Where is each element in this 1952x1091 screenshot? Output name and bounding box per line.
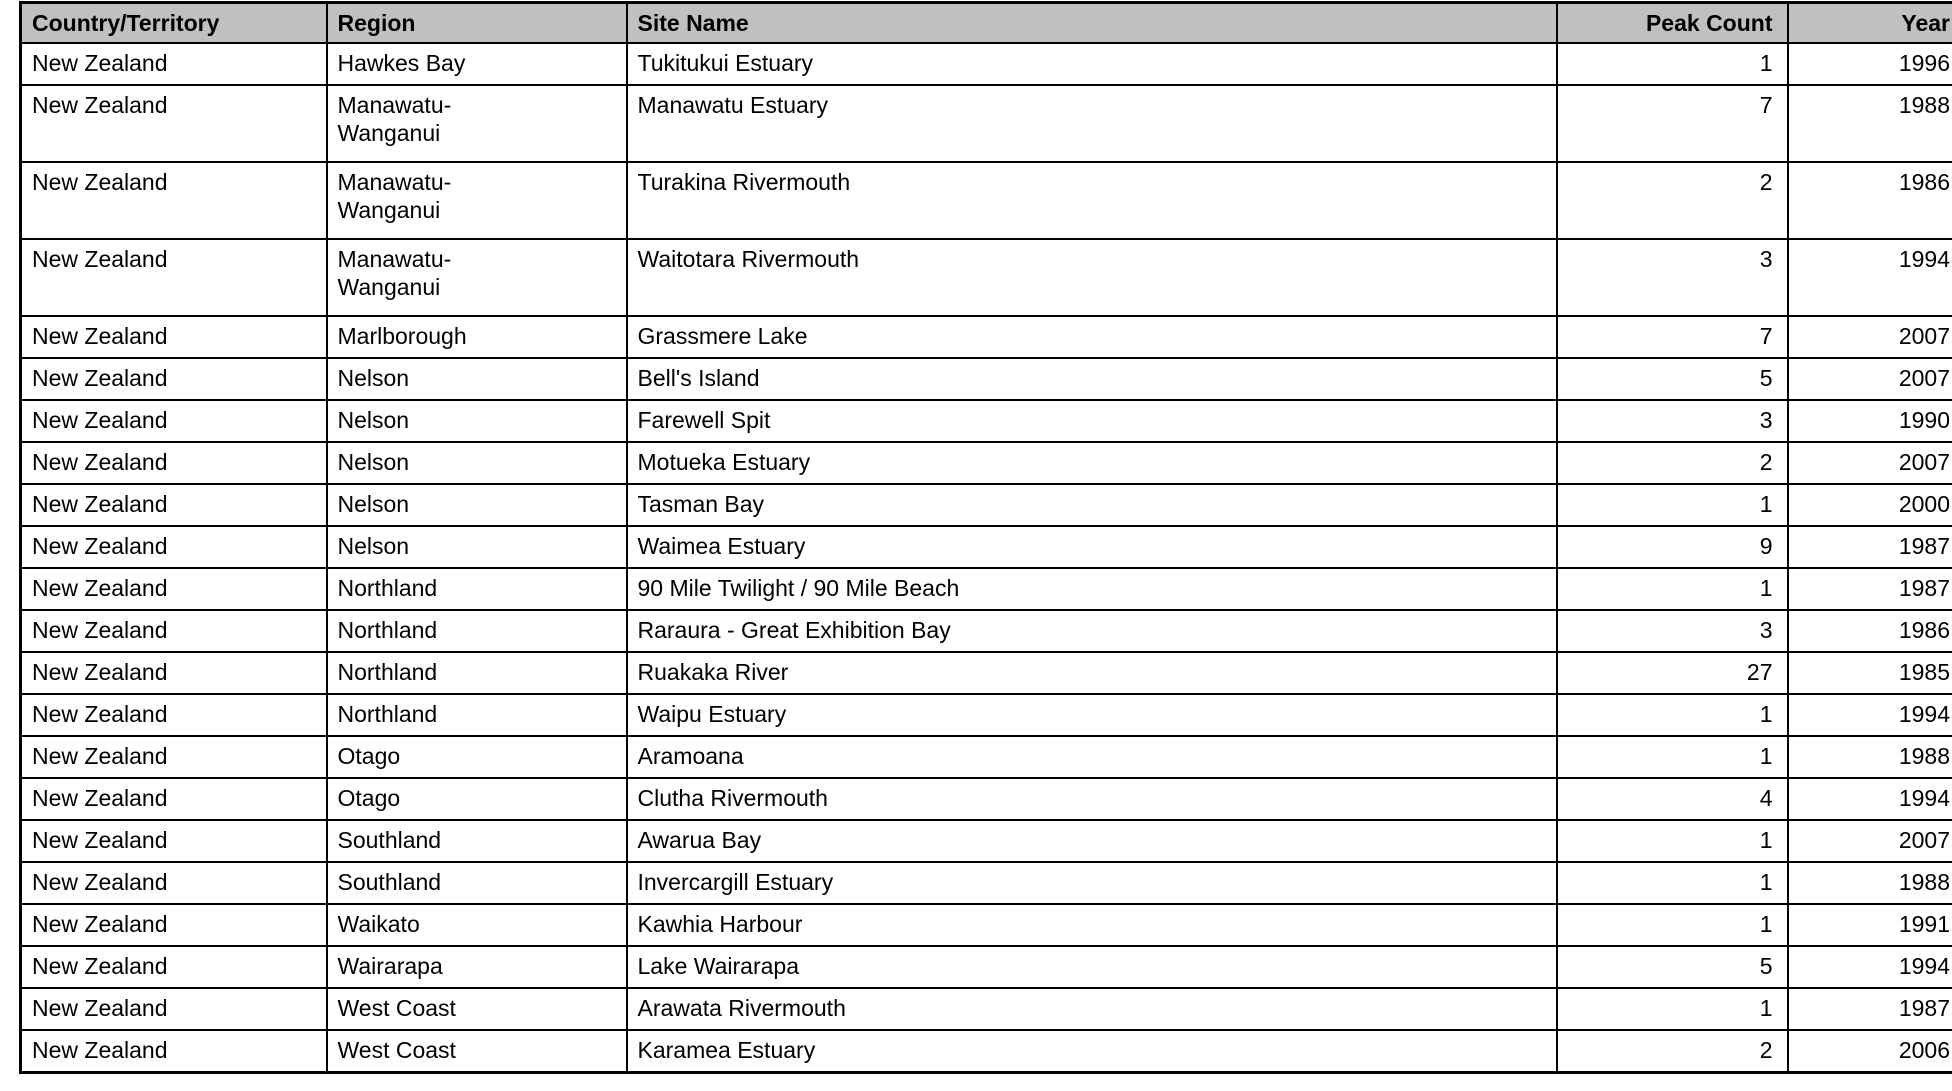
cell-site-name-text: Tasman Bay (637, 491, 765, 517)
cell-country-territory (21, 736, 327, 778)
cell-site-name-text: Awarua Bay (637, 827, 762, 853)
cell-year (1788, 946, 1952, 988)
cell-peak-count (1557, 484, 1788, 526)
cell-year-text: 1996 (1898, 50, 1950, 76)
cell-site-name (627, 652, 1557, 694)
cell-region-text: Nelson (337, 533, 410, 559)
cell-country-territory-text: New Zealand (32, 953, 168, 979)
cell-country-territory (21, 85, 327, 162)
cell-country-territory (21, 484, 327, 526)
col-header-peak-count: Peak Count (1557, 3, 1788, 44)
cell-country-territory-text: New Zealand (32, 995, 168, 1021)
table-header (21, 3, 1952, 44)
cell-peak-count-text: 1 (1759, 827, 1773, 853)
cell-country-territory-text: New Zealand (32, 323, 168, 349)
cell-site-name (627, 358, 1557, 400)
cell-region (327, 862, 627, 904)
cell-year (1788, 484, 1952, 526)
cell-site-name (627, 1030, 1557, 1072)
cell-peak-count-text: 9 (1759, 533, 1773, 559)
cell-site-name (627, 484, 1557, 526)
cell-peak-count-text: 2 (1759, 1037, 1773, 1063)
cell-region-text: Nelson (337, 449, 410, 475)
cell-region (327, 239, 627, 316)
cell-site-name-text: Lake Wairarapa (637, 953, 800, 979)
cell-country-territory (21, 442, 327, 484)
header-row (21, 3, 1952, 44)
cell-peak-count-text: 1 (1759, 575, 1773, 601)
table-row (21, 162, 1952, 239)
cell-site-name-text: Raraura - Great Exhibition Bay (637, 617, 951, 643)
cell-site-name-text: Ruakaka River (637, 659, 789, 685)
cell-peak-count (1557, 736, 1788, 778)
cell-region-text: Southland (337, 827, 442, 853)
cell-region (327, 610, 627, 652)
cell-year (1788, 85, 1952, 162)
cell-country-territory-text: New Zealand (32, 701, 168, 727)
cell-year-text: 2007 (1898, 449, 1950, 475)
cell-site-name (627, 820, 1557, 862)
cell-year (1788, 358, 1952, 400)
cell-site-name (627, 43, 1557, 85)
cell-site-name (627, 862, 1557, 904)
cell-country-territory (21, 988, 327, 1030)
cell-region (327, 694, 627, 736)
cell-year-text: 1987 (1898, 575, 1950, 601)
cell-country-territory (21, 239, 327, 316)
cell-site-name-text: Motueka Estuary (637, 449, 811, 475)
cell-year (1788, 736, 1952, 778)
cell-site-name (627, 442, 1557, 484)
cell-year-text: 1987 (1898, 995, 1950, 1021)
cell-peak-count (1557, 43, 1788, 85)
cell-region (327, 484, 627, 526)
cell-region (327, 316, 627, 358)
cell-site-name (627, 946, 1557, 988)
cell-peak-count (1557, 239, 1788, 316)
cell-site-name (627, 526, 1557, 568)
table-row (21, 988, 1952, 1030)
cell-year (1788, 862, 1952, 904)
cell-country-territory-text: New Zealand (32, 407, 168, 433)
cell-site-name-text: Grassmere Lake (637, 323, 808, 349)
cell-country-territory (21, 652, 327, 694)
cell-year-text: 1987 (1898, 533, 1950, 559)
cell-country-territory (21, 820, 327, 862)
table-body (21, 43, 1952, 1072)
cell-site-name-text: Manawatu Estuary (637, 92, 828, 118)
cell-peak-count (1557, 358, 1788, 400)
cell-year (1788, 904, 1952, 946)
cell-year (1788, 820, 1952, 862)
cell-peak-count (1557, 862, 1788, 904)
cell-country-territory-text: New Zealand (32, 533, 168, 559)
col-header-site-name: Site Name (627, 3, 1557, 44)
cell-country-territory (21, 1030, 327, 1072)
cell-year (1788, 526, 1952, 568)
cell-site-name-text: Waipu Estuary (637, 701, 787, 727)
table-row (21, 1030, 1952, 1072)
table-row (21, 652, 1952, 694)
shorebird-sites-table (19, 1, 1952, 1074)
table-row (21, 358, 1952, 400)
cell-peak-count-text: 4 (1759, 785, 1773, 811)
cell-region (327, 400, 627, 442)
cell-country-territory-text: New Zealand (32, 869, 168, 895)
cell-peak-count-text: 1 (1759, 869, 1773, 895)
cell-country-territory-text: New Zealand (32, 911, 168, 937)
cell-year (1788, 316, 1952, 358)
cell-site-name (627, 904, 1557, 946)
table-row (21, 904, 1952, 946)
cell-region-text: Northland (337, 659, 438, 685)
cell-country-territory-text: New Zealand (32, 365, 168, 391)
cell-country-territory-text: New Zealand (32, 246, 168, 272)
cell-country-territory (21, 904, 327, 946)
cell-country-territory (21, 610, 327, 652)
cell-country-territory (21, 526, 327, 568)
table-row (21, 862, 1952, 904)
cell-region (327, 736, 627, 778)
cell-peak-count (1557, 988, 1788, 1030)
cell-site-name (627, 239, 1557, 316)
cell-country-territory (21, 946, 327, 988)
cell-region (327, 946, 627, 988)
cell-peak-count-text: 1 (1759, 50, 1773, 76)
col-header-year: Year (1788, 3, 1952, 44)
cell-peak-count-text: 2 (1759, 449, 1773, 475)
cell-country-territory (21, 316, 327, 358)
cell-peak-count-text: 3 (1759, 617, 1773, 643)
cell-region-text: Hawkes Bay (337, 50, 466, 76)
cell-year (1788, 400, 1952, 442)
table-row (21, 526, 1952, 568)
table-row (21, 694, 1952, 736)
cell-year-text: 1988 (1898, 743, 1950, 769)
cell-site-name-text: Waimea Estuary (637, 533, 806, 559)
cell-peak-count (1557, 652, 1788, 694)
cell-year-text: 1994 (1898, 701, 1950, 727)
cell-peak-count-text: 1 (1759, 995, 1773, 1021)
cell-site-name (627, 988, 1557, 1030)
cell-country-territory-text: New Zealand (32, 785, 168, 811)
cell-peak-count-text: 1 (1759, 491, 1773, 517)
cell-peak-count-text: 2 (1759, 169, 1773, 195)
table-row (21, 568, 1952, 610)
col-header-country-territory: Country/Territory (21, 3, 327, 44)
cell-peak-count-text: 5 (1759, 365, 1773, 391)
cell-peak-count (1557, 400, 1788, 442)
cell-region-text: Manawatu-Wanganui (337, 92, 452, 146)
cell-region-text: Northland (337, 701, 438, 727)
cell-year (1788, 568, 1952, 610)
cell-site-name (627, 316, 1557, 358)
cell-year (1788, 1030, 1952, 1072)
cell-site-name (627, 85, 1557, 162)
cell-site-name-text: Invercargill Estuary (637, 869, 834, 895)
cell-country-territory (21, 162, 327, 239)
cell-site-name-text: Bell's Island (637, 365, 760, 391)
cell-region (327, 820, 627, 862)
cell-country-territory-text: New Zealand (32, 659, 168, 685)
cell-year-text: 1986 (1898, 617, 1950, 643)
cell-site-name-text: Aramoana (637, 743, 744, 769)
cell-country-territory-text: New Zealand (32, 92, 168, 118)
cell-region (327, 358, 627, 400)
cell-country-territory (21, 778, 327, 820)
table-row (21, 778, 1952, 820)
cell-peak-count-text: 27 (1746, 659, 1773, 685)
table-row (21, 400, 1952, 442)
cell-site-name-text: Tukitukui Estuary (637, 50, 814, 76)
table-row (21, 484, 1952, 526)
cell-peak-count-text: 7 (1759, 92, 1773, 118)
cell-country-territory-text: New Zealand (32, 491, 168, 517)
cell-site-name-text: Farewell Spit (637, 407, 771, 433)
cell-region-text: Marlborough (337, 323, 467, 349)
cell-year (1788, 442, 1952, 484)
cell-site-name-text: 90 Mile Twilight / 90 Mile Beach (637, 575, 960, 601)
cell-region (327, 526, 627, 568)
cell-site-name (627, 736, 1557, 778)
cell-year-text: 1994 (1898, 953, 1950, 979)
cell-country-territory-text: New Zealand (32, 827, 168, 853)
cell-peak-count (1557, 820, 1788, 862)
cell-region (327, 652, 627, 694)
cell-peak-count (1557, 610, 1788, 652)
cell-region-text: Southland (337, 869, 442, 895)
cell-peak-count-text: 1 (1759, 743, 1773, 769)
cell-region-text: Manawatu-Wanganui (337, 169, 452, 223)
cell-country-territory-text: New Zealand (32, 1037, 168, 1063)
cell-country-territory-text: New Zealand (32, 575, 168, 601)
cell-site-name (627, 694, 1557, 736)
cell-site-name (627, 610, 1557, 652)
cell-country-territory-text: New Zealand (32, 743, 168, 769)
cell-peak-count (1557, 316, 1788, 358)
cell-year-text: 1988 (1898, 92, 1950, 118)
cell-year (1788, 778, 1952, 820)
cell-year-text: 1985 (1898, 659, 1950, 685)
cell-year-text: 2006 (1898, 1037, 1950, 1063)
cell-region (327, 43, 627, 85)
cell-region-text: West Coast (337, 1037, 456, 1063)
cell-region-text: Manawatu-Wanganui (337, 246, 452, 300)
table-row (21, 946, 1952, 988)
cell-year (1788, 43, 1952, 85)
cell-region-text: Wairarapa (337, 953, 443, 979)
cell-peak-count-text: 1 (1759, 701, 1773, 727)
cell-country-territory-text: New Zealand (32, 50, 168, 76)
cell-peak-count (1557, 694, 1788, 736)
cell-region (327, 568, 627, 610)
cell-site-name-text: Clutha Rivermouth (637, 785, 828, 811)
table-row (21, 43, 1952, 85)
table-row (21, 442, 1952, 484)
table-row (21, 85, 1952, 162)
cell-year (1788, 239, 1952, 316)
cell-peak-count (1557, 568, 1788, 610)
cell-country-territory-text: New Zealand (32, 169, 168, 195)
cell-region-text: West Coast (337, 995, 456, 1021)
cell-region-text: Nelson (337, 491, 410, 517)
cell-peak-count-text: 5 (1759, 953, 1773, 979)
cell-year (1788, 694, 1952, 736)
cell-country-territory (21, 694, 327, 736)
cell-peak-count (1557, 85, 1788, 162)
cell-year (1788, 988, 1952, 1030)
cell-year-text: 1988 (1898, 869, 1950, 895)
cell-peak-count-text: 7 (1759, 323, 1773, 349)
cell-region (327, 988, 627, 1030)
table-row (21, 239, 1952, 316)
cell-peak-count (1557, 946, 1788, 988)
cell-region (327, 778, 627, 820)
cell-year-text: 1990 (1898, 407, 1950, 433)
cell-region (327, 85, 627, 162)
cell-peak-count-text: 3 (1759, 407, 1773, 433)
cell-region-text: Waikato (337, 911, 420, 937)
cell-peak-count (1557, 526, 1788, 568)
cell-peak-count (1557, 162, 1788, 239)
cell-country-territory (21, 43, 327, 85)
cell-year-text: 1991 (1898, 911, 1950, 937)
cell-peak-count (1557, 778, 1788, 820)
cell-country-territory (21, 568, 327, 610)
cell-country-territory (21, 400, 327, 442)
table-row (21, 316, 1952, 358)
cell-region-text: Nelson (337, 407, 410, 433)
cell-site-name-text: Karamea Estuary (637, 1037, 816, 1063)
cell-site-name (627, 778, 1557, 820)
cell-year-text: 2000 (1898, 491, 1950, 517)
cell-country-territory-text: New Zealand (32, 617, 168, 643)
cell-site-name (627, 568, 1557, 610)
cell-region-text: Nelson (337, 365, 410, 391)
cell-region-text: Otago (337, 785, 401, 811)
cell-peak-count-text: 3 (1759, 246, 1773, 272)
cell-year-text: 1994 (1898, 785, 1950, 811)
table-row (21, 736, 1952, 778)
cell-region-text: Northland (337, 617, 438, 643)
table-row (21, 820, 1952, 862)
cell-year (1788, 652, 1952, 694)
cell-site-name-text: Waitotara Rivermouth (637, 246, 860, 272)
cell-site-name (627, 162, 1557, 239)
cell-site-name-text: Arawata Rivermouth (637, 995, 846, 1021)
cell-year-text: 1994 (1898, 246, 1950, 272)
cell-region (327, 162, 627, 239)
cell-region-text: Northland (337, 575, 438, 601)
cell-peak-count (1557, 904, 1788, 946)
cell-peak-count (1557, 442, 1788, 484)
cell-year (1788, 610, 1952, 652)
cell-site-name-text: Kawhia Harbour (637, 911, 803, 937)
table-row (21, 610, 1952, 652)
cell-region (327, 442, 627, 484)
cell-region (327, 904, 627, 946)
cell-year (1788, 162, 1952, 239)
cell-year-text: 2007 (1898, 323, 1950, 349)
cell-site-name-text: Turakina Rivermouth (637, 169, 851, 195)
col-header-region: Region (327, 3, 627, 44)
cell-peak-count (1557, 1030, 1788, 1072)
cell-site-name (627, 400, 1557, 442)
cell-country-territory (21, 358, 327, 400)
cell-country-territory (21, 862, 327, 904)
cell-year-text: 1986 (1898, 169, 1950, 195)
cell-region-text: Otago (337, 743, 401, 769)
cell-country-territory-text: New Zealand (32, 449, 168, 475)
cell-peak-count-text: 1 (1759, 911, 1773, 937)
cell-year-text: 2007 (1898, 365, 1950, 391)
cell-year-text: 2007 (1898, 827, 1950, 853)
cell-region (327, 1030, 627, 1072)
